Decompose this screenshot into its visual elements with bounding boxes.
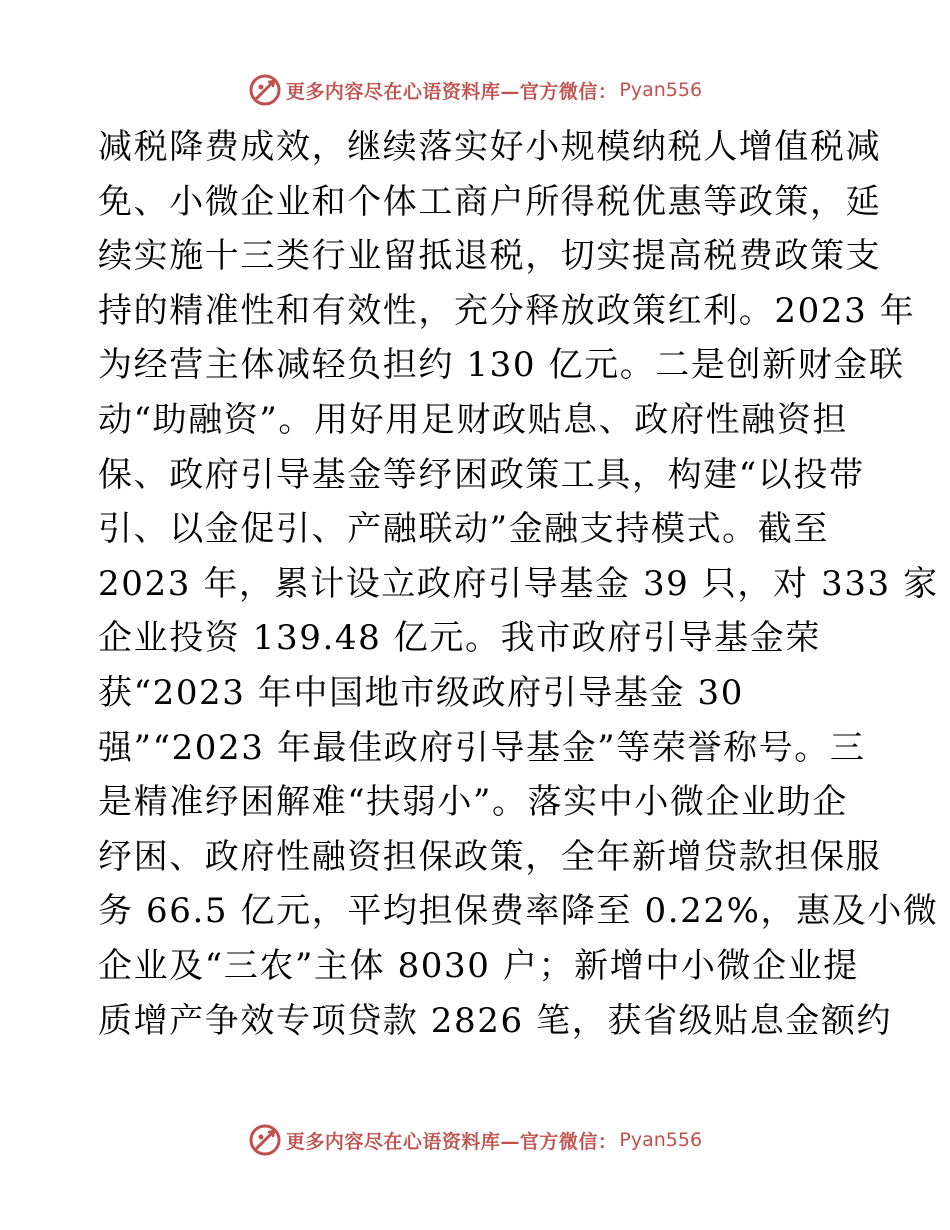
body-line: 减税降费成效，继续落实好小规模纳税人增值税减: [98, 127, 882, 167]
header-watermark: [0, 70, 950, 110]
footer-watermark: [0, 1120, 950, 1160]
body-line: 企业及“三农”主体 8030 户；新增中小微企业提: [98, 945, 859, 986]
footer-banner-text: 更多内容尽在心语资料库—官方微信：: [285, 1130, 618, 1153]
body-line: 获“2023 年中国地市级政府引导基金 30: [98, 672, 744, 713]
body-line: 续实施十三类行业留抵退税，切实提高税费政策支: [98, 236, 882, 277]
body-line: 引、以金促引、产融联动”金融支持模式。截至: [98, 509, 829, 550]
body-line: 免、小微企业和个体工商户所得税优惠等政策，延: [98, 181, 882, 222]
body-line: 纾困、政府性融资担保政策，全年新增贷款担保服: [98, 836, 882, 877]
body-line: 2023 年，累计设立政府引导基金 39 只，对 333 家: [98, 563, 939, 604]
body-line: 务 66.5 亿元，平均担保费率降至 0.22%，惠及小微: [98, 891, 939, 932]
header-banner-text: 更多内容尽在心语资料库—官方微信：: [285, 80, 618, 103]
body-line: 动“助融资”。用好用足财政贴息、政府性融资担: [98, 399, 848, 440]
body-line: 强”“2023 年最佳政府引导基金”等荣誉称号。三: [98, 727, 866, 768]
header-banner-id: Pyan556: [619, 79, 703, 101]
body-line: 为经营主体减轻负担约 130 亿元。二是创新财金联: [98, 345, 905, 386]
logo-icon: [248, 73, 282, 107]
logo-icon: [248, 1123, 282, 1157]
body-line: 保、政府引导基金等纾困政策工具，构建“以投带: [98, 454, 865, 495]
document-body: [98, 120, 939, 1048]
footer-banner-id: Pyan556: [619, 1129, 703, 1151]
body-line: 是精准纾困解难“扶弱小”。落实中小微企业助企: [98, 782, 848, 823]
body-line: 企业投资 139.48 亿元。我市政府引导基金荣: [98, 618, 821, 659]
body-line: 持的精准性和有效性，充分释放政策红利。2023 年: [98, 290, 916, 331]
body-line: 质增产争效专项贷款 2826 笔，获省级贴息金额约: [98, 1000, 893, 1041]
